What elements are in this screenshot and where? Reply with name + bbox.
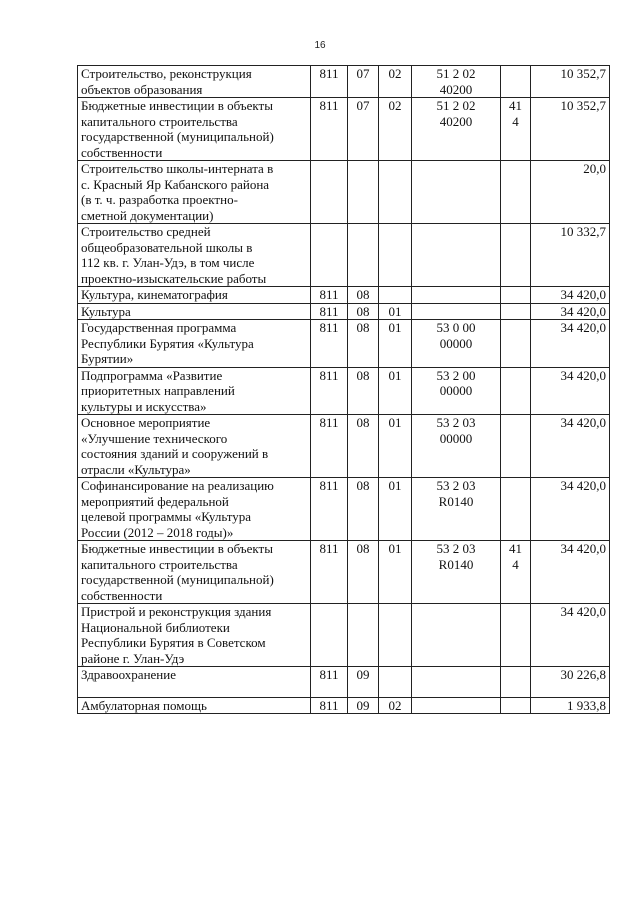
row-expense-type-cell <box>501 667 531 698</box>
row-name-cell: Строительство, реконструкция объектов образования <box>78 66 311 98</box>
row-expense-type-cell: 41 4 <box>501 541 531 604</box>
row-section-cell <box>348 604 379 667</box>
row-target-article-cell <box>412 604 501 667</box>
row-admin-code-cell <box>311 161 348 224</box>
table-row <box>78 287 610 304</box>
row-target-article-cell <box>412 667 501 698</box>
row-subsection-cell: 02 <box>379 98 412 161</box>
row-section-cell: 08 <box>348 303 379 320</box>
row-admin-code-cell: 811 <box>311 287 348 304</box>
row-admin-code-cell <box>311 224 348 287</box>
row-amount-cell: 10 332,7 <box>531 224 610 287</box>
row-name-cell: Подпрограмма «Развитие приоритетных направлений культуры и искусства» <box>78 367 311 415</box>
row-section-cell: 09 <box>348 697 379 714</box>
row-target-article-cell <box>412 697 501 714</box>
row-expense-type-cell <box>501 224 531 287</box>
row-amount-cell: 10 352,7 <box>531 66 610 98</box>
budget-table-body <box>78 66 610 714</box>
row-target-article-cell: 53 2 03 00000 <box>412 415 501 478</box>
row-admin-code-cell: 811 <box>311 415 348 478</box>
row-subsection-cell: 01 <box>379 415 412 478</box>
row-expense-type-cell <box>501 697 531 714</box>
row-section-cell: 08 <box>348 320 379 368</box>
row-expense-type-cell <box>501 66 531 98</box>
row-name-cell: Строительство средней общеобразовательной школы в 112 кв. г. Улан-Удэ, в том числе проектно-изыскательские работы <box>78 224 311 287</box>
row-subsection-cell: 01 <box>379 320 412 368</box>
table-row <box>78 161 610 224</box>
row-subsection-cell <box>379 287 412 304</box>
row-subsection-cell <box>379 604 412 667</box>
table-row <box>78 224 610 287</box>
row-target-article-cell <box>412 287 501 304</box>
row-subsection-cell: 01 <box>379 478 412 541</box>
row-subsection-cell: 02 <box>379 66 412 98</box>
row-name-cell: Культура, кинематография <box>78 287 311 304</box>
table-row <box>78 98 610 161</box>
row-amount-cell: 34 420,0 <box>531 478 610 541</box>
row-amount-cell: 34 420,0 <box>531 303 610 320</box>
row-target-article-cell: 51 2 02 40200 <box>412 98 501 161</box>
row-amount-cell: 10 352,7 <box>531 98 610 161</box>
row-name-cell: Основное мероприятие «Улучшение технического состояния зданий и сооружений в отрасли «Культура» <box>78 415 311 478</box>
page-number: 16 <box>314 40 326 51</box>
row-admin-code-cell: 811 <box>311 541 348 604</box>
row-target-article-cell: 53 2 03 R0140 <box>412 478 501 541</box>
row-expense-type-cell: 41 4 <box>501 98 531 161</box>
row-target-article-cell: 53 0 00 00000 <box>412 320 501 368</box>
table-row <box>78 320 610 368</box>
table-row <box>78 415 610 478</box>
row-target-article-cell <box>412 161 501 224</box>
row-section-cell: 07 <box>348 66 379 98</box>
row-amount-cell: 34 420,0 <box>531 287 610 304</box>
table-row <box>78 667 610 698</box>
row-admin-code-cell: 811 <box>311 667 348 698</box>
row-subsection-cell: 02 <box>379 697 412 714</box>
row-expense-type-cell <box>501 478 531 541</box>
row-target-article-cell: 53 2 00 00000 <box>412 367 501 415</box>
row-amount-cell: 20,0 <box>531 161 610 224</box>
row-section-cell: 08 <box>348 415 379 478</box>
table-row <box>78 697 610 714</box>
row-expense-type-cell <box>501 320 531 368</box>
budget-table <box>77 65 610 714</box>
row-section-cell: 08 <box>348 478 379 541</box>
row-subsection-cell <box>379 161 412 224</box>
row-expense-type-cell <box>501 367 531 415</box>
row-section-cell: 09 <box>348 667 379 698</box>
row-section-cell <box>348 161 379 224</box>
row-amount-cell: 34 420,0 <box>531 541 610 604</box>
row-section-cell: 08 <box>348 541 379 604</box>
row-subsection-cell: 01 <box>379 367 412 415</box>
row-name-cell: Государственная программа Республики Бурятия «Культура Бурятии» <box>78 320 311 368</box>
row-amount-cell: 30 226,8 <box>531 667 610 698</box>
row-admin-code-cell: 811 <box>311 478 348 541</box>
row-admin-code-cell: 811 <box>311 697 348 714</box>
row-target-article-cell <box>412 303 501 320</box>
row-name-cell: Бюджетные инвестиции в объекты капитального строительства государственной (муниципальной) собственности <box>78 541 311 604</box>
row-admin-code-cell: 811 <box>311 367 348 415</box>
row-amount-cell: 34 420,0 <box>531 320 610 368</box>
row-section-cell <box>348 224 379 287</box>
row-expense-type-cell <box>501 604 531 667</box>
row-subsection-cell: 01 <box>379 303 412 320</box>
row-expense-type-cell <box>501 415 531 478</box>
row-section-cell: 07 <box>348 98 379 161</box>
row-admin-code-cell: 811 <box>311 98 348 161</box>
table-row <box>78 303 610 320</box>
row-amount-cell: 34 420,0 <box>531 415 610 478</box>
row-target-article-cell: 53 2 03 R0140 <box>412 541 501 604</box>
row-subsection-cell: 01 <box>379 541 412 604</box>
row-name-cell: Амбулаторная помощь <box>78 697 311 714</box>
row-admin-code-cell <box>311 604 348 667</box>
row-expense-type-cell <box>501 287 531 304</box>
row-admin-code-cell: 811 <box>311 66 348 98</box>
table-row <box>78 541 610 604</box>
row-subsection-cell <box>379 224 412 287</box>
row-admin-code-cell: 811 <box>311 320 348 368</box>
row-amount-cell: 1 933,8 <box>531 697 610 714</box>
table-row <box>78 604 610 667</box>
row-amount-cell: 34 420,0 <box>531 367 610 415</box>
row-section-cell: 08 <box>348 287 379 304</box>
row-expense-type-cell <box>501 303 531 320</box>
row-admin-code-cell: 811 <box>311 303 348 320</box>
row-target-article-cell <box>412 224 501 287</box>
row-name-cell: Бюджетные инвестиции в объекты капитального строительства государственной (муниципальной) собственности <box>78 98 311 161</box>
row-section-cell: 08 <box>348 367 379 415</box>
row-name-cell: Пристрой и реконструкция здания Национальной библиотеки Республики Бурятия в Советском районе г. Улан-Удэ <box>78 604 311 667</box>
table-row <box>78 66 610 98</box>
row-target-article-cell: 51 2 02 40200 <box>412 66 501 98</box>
row-amount-cell: 34 420,0 <box>531 604 610 667</box>
row-name-cell: Культура <box>78 303 311 320</box>
table-row <box>78 367 610 415</box>
row-name-cell: Строительство школы-интерната в с. Красный Яр Кабанского района (в т. ч. разработка проектно- сметной документации) <box>78 161 311 224</box>
row-subsection-cell <box>379 667 412 698</box>
table-row <box>78 478 610 541</box>
row-name-cell: Софинансирование на реализацию мероприятий федеральной целевой программы «Культура России (2012 – 2018 годы)» <box>78 478 311 541</box>
row-name-cell: Здравоохранение <box>78 667 311 698</box>
row-expense-type-cell <box>501 161 531 224</box>
